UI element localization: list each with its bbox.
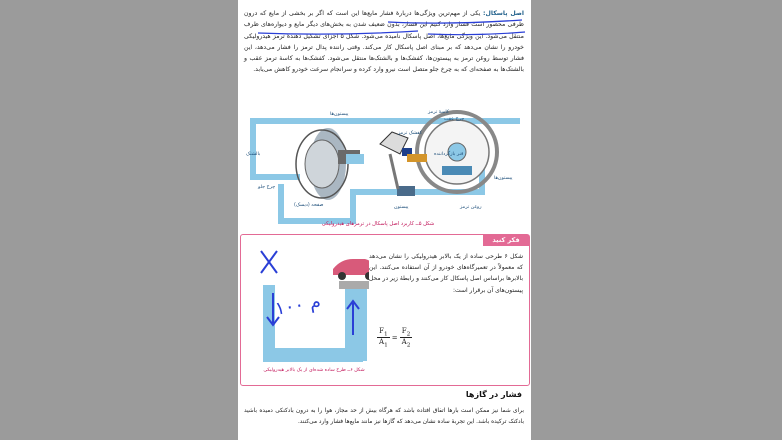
label-pistons-tl: پیستون‌ها: [330, 112, 349, 117]
formula-f2: F: [401, 327, 407, 335]
document-page: [238, 0, 531, 440]
label-brake-oil: روغن ترمز: [460, 205, 482, 210]
label-piston-b: پیستون: [394, 205, 409, 210]
formula-a2: A: [401, 338, 407, 347]
label-disc: صفحه (دیسک): [294, 203, 324, 208]
label-pistons-r: پیستون‌ها: [494, 176, 513, 181]
think-title: فکر کنید: [483, 235, 529, 246]
formula-f1: F: [379, 327, 384, 335]
label-rear-wheel: چرخ عقب: [444, 117, 465, 122]
label-front-wheel: چرخ جلو: [258, 185, 276, 190]
label-pad: بالشتک: [246, 152, 261, 157]
figure-5-caption: شکل ۵ــ کاربرد اصل پاسکال در ترمزهای هیدرولیکی: [321, 221, 435, 227]
pen-underlines: [238, 0, 531, 60]
formula-a1: A: [379, 338, 385, 347]
think-box: [240, 234, 530, 386]
figure-6-caption: شکل ۶ــ طرح ساده شده‌ای از یک بالابر هیدرولیکی: [263, 368, 365, 373]
pascal-heading: اصل پاسکال:: [483, 10, 524, 17]
pascal-formula: $F_1$ = $F_2$ $A_1$ $A_2$: [379, 327, 411, 349]
section-title: فشار در گازها: [465, 390, 522, 399]
handwriting-note: ۱۰۰ م: [273, 291, 323, 320]
label-brake-shoe: کفشک ترمز: [398, 131, 423, 136]
label-drum: کاسهٔ ترمز: [428, 110, 450, 115]
hydraulic-brake-figure: [242, 104, 528, 234]
pascal-text: یکی از مهم‌ترین ویژگی‌ها دربارهٔ فشار مایع‌ها این است که اگر بر بخشی از مایع که درون ظرفی محصور است فشار وارد کنیم این فشار، بدون ضعیف شدن به بخش‌های دیگر مایع و دیواره‌های ظرف منتقل می‌شود. این ویژگی مایع‌ها، اصل پاسکال نامیده می‌شود. شکل ۵ اجزای تشکیل دهندهٔ ترمز هیدرولیکی خودرو را نشان می‌دهد که بر مبنای اصل پاسکال کار می‌کند. وقتی راننده پدال ترمز را فشار می‌دهد، این فشار توسط روغن ترمز به پیستون‌ها، کفشک‌ها و بالشتک‌ها منتقل می‌شود. کفشک‌ها به کاسهٔ ترمز عقب و بالشتک‌ها به صفحه‌ای که به چرخ جلو متصل است نیرو وارد کرده و سرانجام سرعت خودرو کاهش می‌یابد.: [244, 10, 524, 74]
section-text: برای شما نیز ممکن است بارها اتفاق افتاده باشد که هرگاه بیش از حد مجاز، هوا را به درون بادکنکی دمیده باشید بادکنک ترکیده باشد. این تجربهٔ ساده نشان می‌دهد که گازها نیز مانند مایع‌ها فشار وارد می‌کنند.: [244, 408, 524, 425]
think-text: شکل ۶ طرحی ساده از یک بالابر هیدرولیکی را نشان می‌دهد که معمولاً در تعمیرگاه‌های خودرو از آن استفاده می‌کنند. این بالابرها براساس اصل پاسکال کار می‌کنند و رابطهٔ زیر در محل پیستون‌های آن برقرار است:: [369, 253, 524, 294]
label-spring: فنر بازگرداننده: [434, 152, 464, 157]
